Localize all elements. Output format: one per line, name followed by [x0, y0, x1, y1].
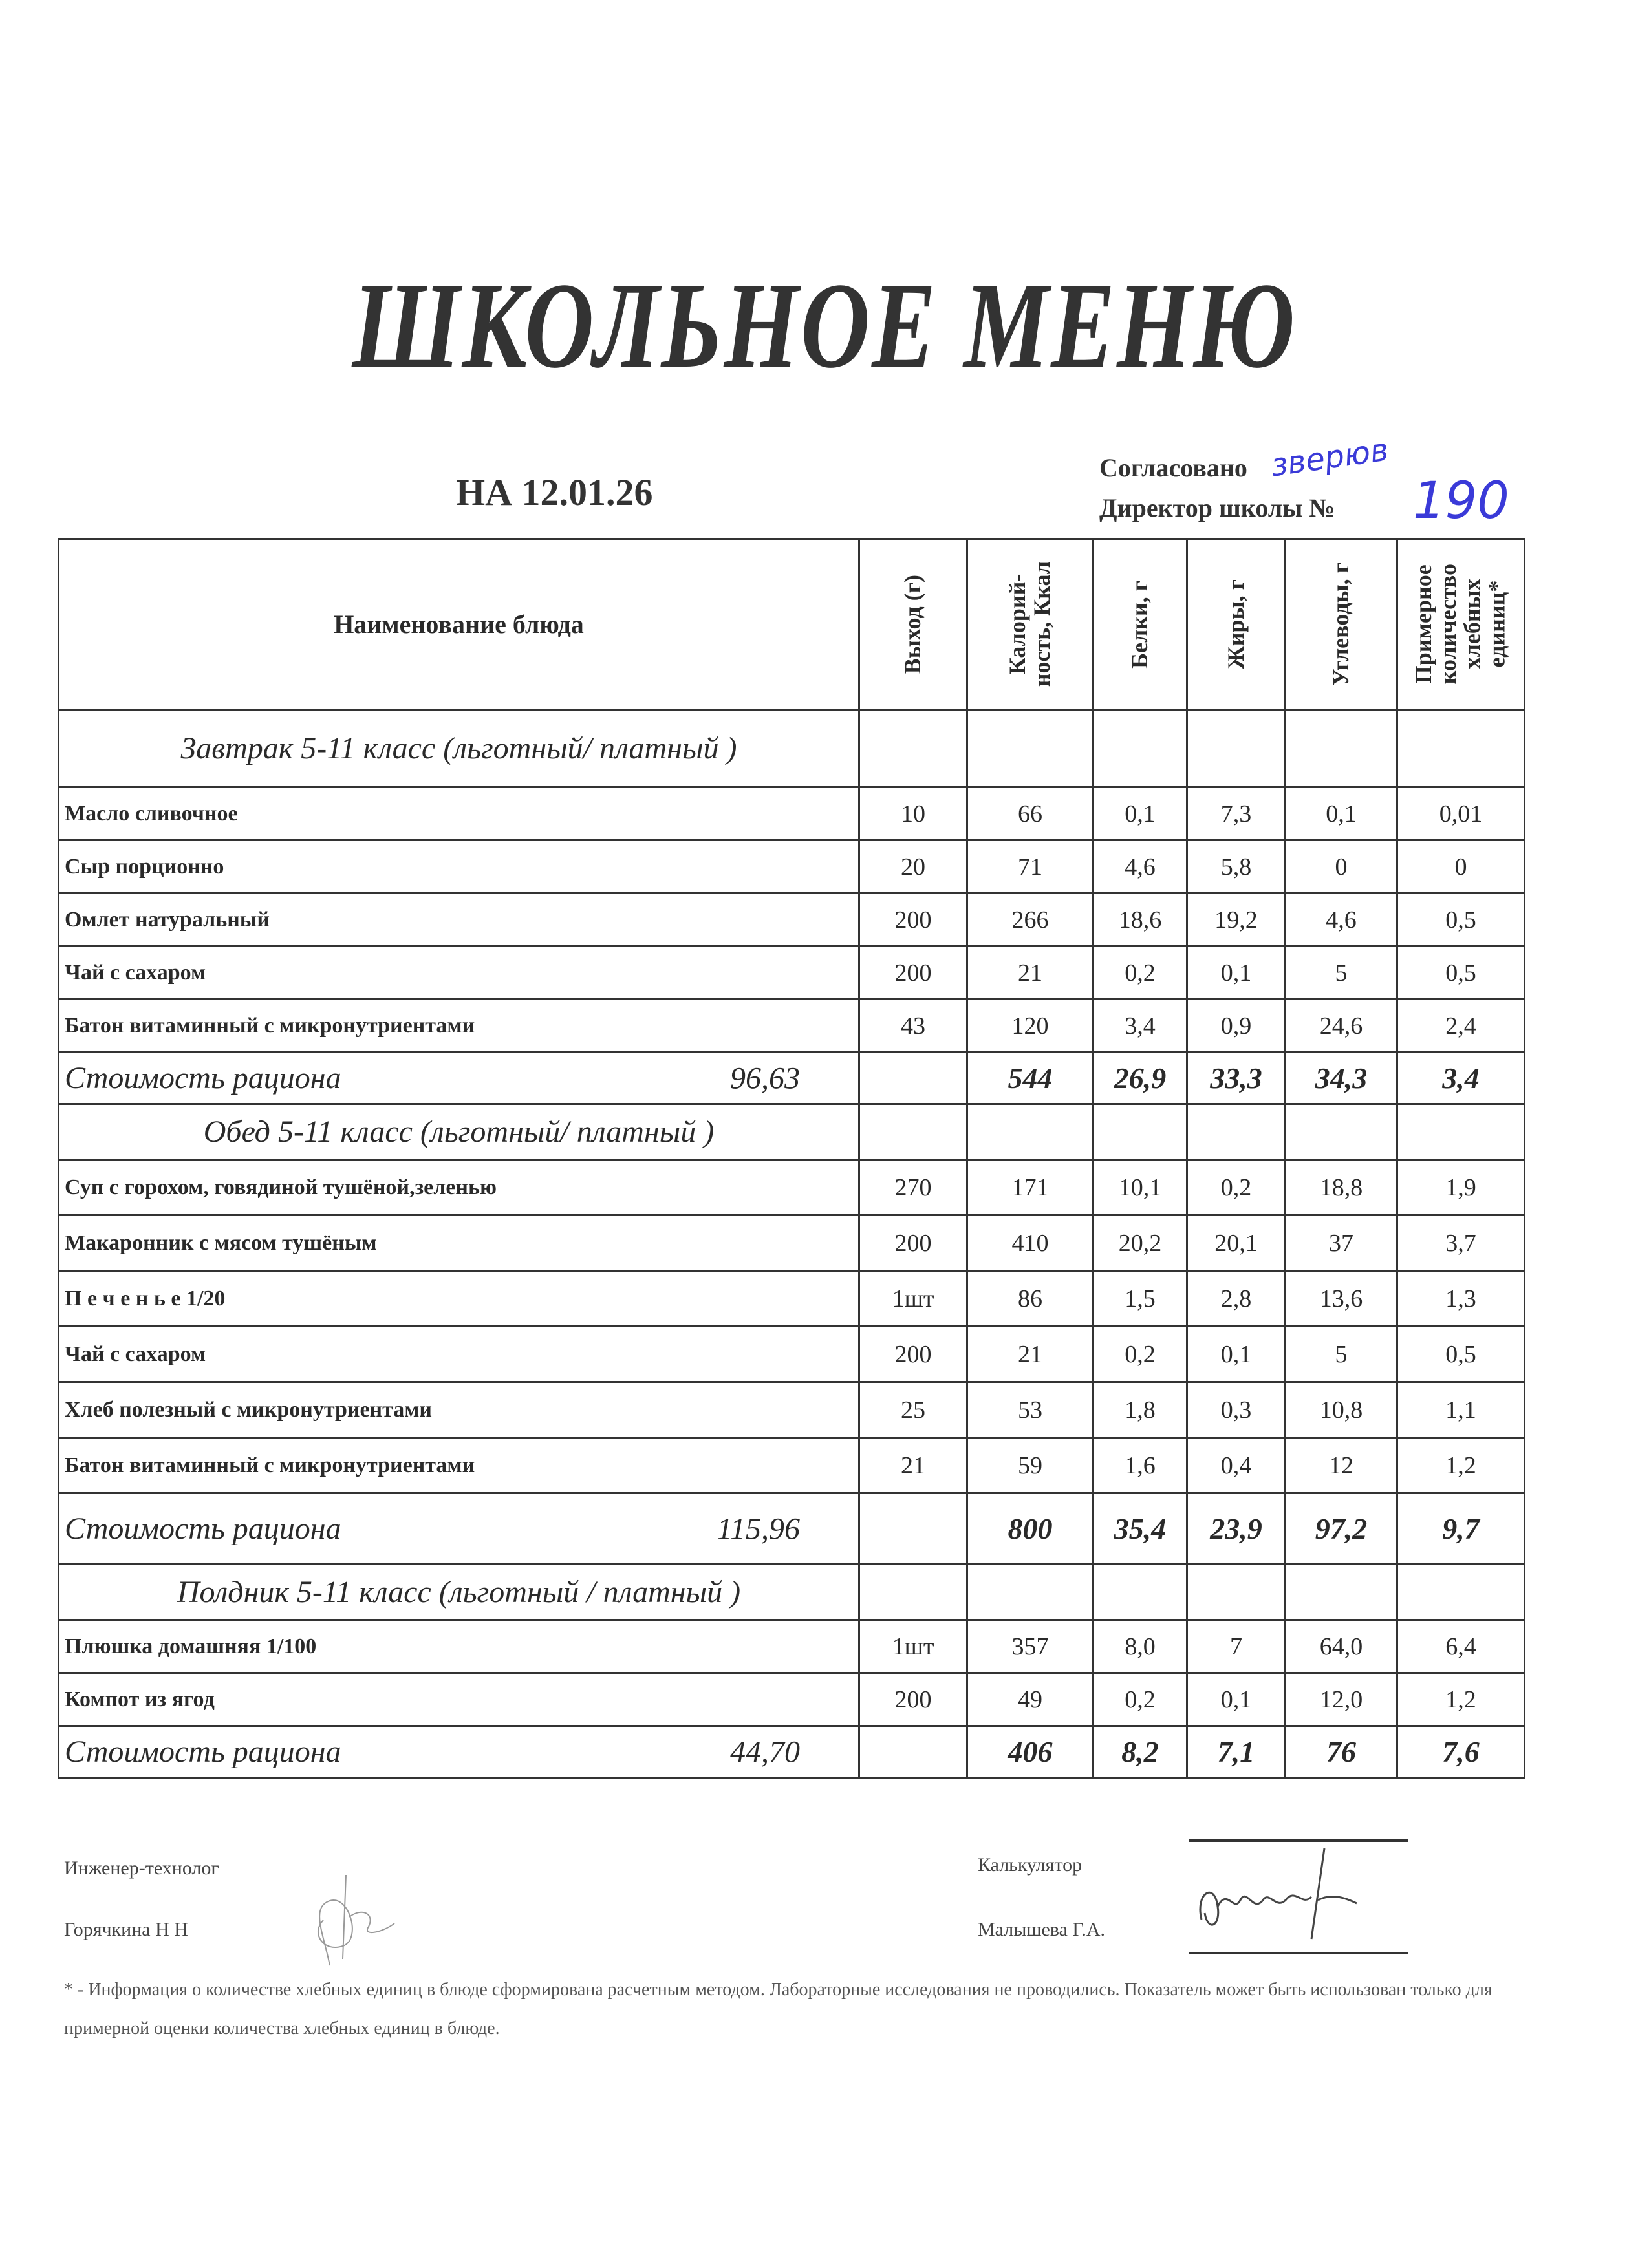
total-carbs-value: 34,3: [1286, 1053, 1397, 1104]
empty-cell: [1187, 1104, 1286, 1160]
dish-row: [59, 840, 1525, 893]
calculator-name: Малышева Г.А.: [978, 1919, 1106, 1940]
dish-fat-value: 19,2: [1187, 893, 1286, 947]
dish-bread-units-value: 2,4: [1397, 1000, 1525, 1053]
dish-fat-value: 7,3: [1187, 787, 1286, 840]
section-title: Полдник 5-11 класс (льготный / платный ): [59, 1565, 859, 1620]
dish-fat-value: 20,1: [1187, 1215, 1286, 1271]
approval-handwriting: зверюв: [1268, 431, 1391, 484]
director-label: Директор школы №: [1099, 493, 1335, 522]
dish-fat-value: 2,8: [1187, 1271, 1286, 1327]
dish-row: [59, 1160, 1525, 1215]
dish-kcal-value: 21: [967, 1327, 1094, 1382]
total-kcal-value: 544: [967, 1053, 1094, 1104]
dish-protein-value: 1,6: [1094, 1438, 1187, 1493]
dish-bread-units-value: 1,1: [1397, 1382, 1525, 1438]
dish-row: [59, 1438, 1525, 1493]
dish-protein-value: 1,5: [1094, 1271, 1187, 1327]
dish-kcal-value: 357: [967, 1620, 1094, 1673]
empty-cell: [1094, 710, 1187, 787]
dish-row: [59, 893, 1525, 947]
dish-kcal-value: 266: [967, 893, 1094, 947]
dish-bread-units-value: 1,3: [1397, 1271, 1525, 1327]
dish-carbs-value: 10,8: [1286, 1382, 1397, 1438]
dish-kcal-value: 71: [967, 840, 1094, 893]
dish-bread-units-value: 0,5: [1397, 1327, 1525, 1382]
total-carbs-value: 97,2: [1286, 1493, 1397, 1565]
empty-cell: [967, 710, 1094, 787]
total-carbs-value: 76: [1286, 1726, 1397, 1778]
dish-bread-units-value: 6,4: [1397, 1620, 1525, 1673]
empty-cell: [859, 1565, 967, 1620]
dish-bread-units-value: 1,2: [1397, 1673, 1525, 1726]
total-label: Стоимость рациона: [65, 1061, 341, 1095]
dish-protein-value: 10,1: [1094, 1160, 1187, 1215]
empty-cell: [1286, 1565, 1397, 1620]
total-yield-value: [859, 1053, 967, 1104]
total-protein-value: 26,9: [1094, 1053, 1187, 1104]
dish-carbs-value: 37: [1286, 1215, 1397, 1271]
dish-row: [59, 1620, 1525, 1673]
empty-cell: [1397, 710, 1525, 787]
column-header-protein: Белки, г: [1094, 539, 1187, 710]
dish-carbs-value: 4,6: [1286, 893, 1397, 947]
dish-protein-value: 4,6: [1094, 840, 1187, 893]
table-header-row: [59, 539, 1525, 710]
dish-yield-value: 200: [859, 893, 967, 947]
total-row: [59, 1493, 1525, 1565]
section-header-row: [59, 710, 1525, 787]
dish-carbs-value: 0: [1286, 840, 1397, 893]
section-header-row: [59, 1565, 1525, 1620]
dish-protein-value: 8,0: [1094, 1620, 1187, 1673]
empty-cell: [967, 1565, 1094, 1620]
dish-name: Суп с горохом, говядиной тушёной,зеленью: [59, 1160, 859, 1215]
dish-kcal-value: 410: [967, 1215, 1094, 1271]
total-protein-value: 8,2: [1094, 1726, 1187, 1778]
empty-cell: [1094, 1104, 1187, 1160]
dish-name: Макаронник с мясом тушёным: [59, 1215, 859, 1271]
empty-cell: [1286, 710, 1397, 787]
dish-carbs-value: 18,8: [1286, 1160, 1397, 1215]
dish-carbs-value: 5: [1286, 1327, 1397, 1382]
dish-protein-value: 3,4: [1094, 1000, 1187, 1053]
dish-name: Хлеб полезный с микронутриентами: [59, 1382, 859, 1438]
dish-bread-units-value: 0,01: [1397, 787, 1525, 840]
dish-name: Чай с сахаром: [59, 947, 859, 1000]
dish-carbs-value: 0,1: [1286, 787, 1397, 840]
dish-carbs-value: 12,0: [1286, 1673, 1397, 1726]
dish-name: Плюшка домашняя 1/100: [59, 1620, 859, 1673]
dish-yield-value: 20: [859, 840, 967, 893]
empty-cell: [1094, 1565, 1187, 1620]
total-bread-units-value: 3,4: [1397, 1053, 1525, 1104]
menu-table-body: [59, 710, 1525, 1778]
dish-kcal-value: 171: [967, 1160, 1094, 1215]
total-bread-units-value: 9,7: [1397, 1493, 1525, 1565]
dish-kcal-value: 21: [967, 947, 1094, 1000]
dish-name: Масло сливочное: [59, 787, 859, 840]
dish-row: [59, 1000, 1525, 1053]
empty-cell: [1187, 1565, 1286, 1620]
dish-name: Компот из ягод: [59, 1673, 859, 1726]
dish-fat-value: 0,1: [1187, 1327, 1286, 1382]
dish-name: Омлет натуральный: [59, 893, 859, 947]
dish-fat-value: 7: [1187, 1620, 1286, 1673]
column-header-fat: Жиры, г: [1187, 539, 1286, 710]
dish-bread-units-value: 1,9: [1397, 1160, 1525, 1215]
dish-carbs-value: 12: [1286, 1438, 1397, 1493]
empty-cell: [1397, 1565, 1525, 1620]
menu-date: НА 12.01.26: [456, 471, 653, 513]
calculator-signature: [1189, 1842, 1408, 1952]
empty-cell: [1286, 1104, 1397, 1160]
dish-yield-value: 21: [859, 1438, 967, 1493]
dish-row: [59, 1382, 1525, 1438]
dish-fat-value: 0,1: [1187, 1673, 1286, 1726]
dish-protein-value: 1,8: [1094, 1382, 1187, 1438]
dish-yield-value: 10: [859, 787, 967, 840]
dish-name: Батон витаминный с микронутриентами: [59, 1000, 859, 1053]
dish-carbs-value: 5: [1286, 947, 1397, 1000]
total-label: Стоимость рациона: [65, 1735, 341, 1769]
dish-name: Батон витаминный с микронутриентами: [59, 1438, 859, 1493]
dish-protein-value: 0,2: [1094, 947, 1187, 1000]
calculator-role: Калькулятор: [978, 1854, 1083, 1876]
dish-kcal-value: 66: [967, 787, 1094, 840]
section-header-row: [59, 1104, 1525, 1160]
dish-bread-units-value: 0,5: [1397, 893, 1525, 947]
dish-protein-value: 18,6: [1094, 893, 1187, 947]
section-title: Завтрак 5-11 класс (льготный/ платный ): [59, 710, 859, 787]
empty-cell: [1397, 1104, 1525, 1160]
dish-row: [59, 1215, 1525, 1271]
engineer-signature: [285, 1862, 414, 1972]
dish-fat-value: 0,9: [1187, 1000, 1286, 1053]
ration-cost: 115,96: [717, 1512, 800, 1546]
total-cell: [59, 1493, 859, 1565]
dish-carbs-value: 64,0: [1286, 1620, 1397, 1673]
column-header-name: Наименование блюда: [59, 539, 859, 710]
dish-row: [59, 1271, 1525, 1327]
dish-name: Сыр порционно: [59, 840, 859, 893]
dish-row: [59, 1327, 1525, 1382]
empty-cell: [859, 710, 967, 787]
dish-name: Чай с сахаром: [59, 1327, 859, 1382]
dish-kcal-value: 59: [967, 1438, 1094, 1493]
engineer-role: Инженер-технолог: [64, 1857, 219, 1879]
dish-bread-units-value: 0,5: [1397, 947, 1525, 1000]
ration-cost: 44,70: [730, 1735, 800, 1769]
calculator-signature-box: [1189, 1839, 1408, 1954]
total-row: [59, 1053, 1525, 1104]
footnote: * - Информация о количестве хлебных единиц в блюде сформирована расчетным методом. Лабораторные исследования не проводились. Показатель может быть использован только для примерной оценки количества хлебных единиц в блюде.: [64, 1980, 1493, 2038]
dish-bread-units-value: 3,7: [1397, 1215, 1525, 1271]
dish-yield-value: 25: [859, 1382, 967, 1438]
school-number-handwriting: 190: [1413, 472, 1509, 530]
dish-bread-units-value: 0: [1397, 840, 1525, 893]
dish-carbs-value: 24,6: [1286, 1000, 1397, 1053]
dish-yield-value: 1шт: [859, 1271, 967, 1327]
total-cell: [59, 1053, 859, 1104]
total-kcal-value: 406: [967, 1726, 1094, 1778]
dish-yield-value: 200: [859, 1327, 967, 1382]
dish-fat-value: 0,2: [1187, 1160, 1286, 1215]
dish-yield-value: 1шт: [859, 1620, 967, 1673]
section-title: Обед 5-11 класс (льготный/ платный ): [59, 1104, 859, 1160]
total-kcal-value: 800: [967, 1493, 1094, 1565]
dish-kcal-value: 120: [967, 1000, 1094, 1053]
total-yield-value: [859, 1726, 967, 1778]
dish-kcal-value: 53: [967, 1382, 1094, 1438]
dish-fat-value: 5,8: [1187, 840, 1286, 893]
engineer-name: Горячкина Н Н: [64, 1919, 188, 1940]
dish-yield-value: 200: [859, 1673, 967, 1726]
dish-yield-value: 43: [859, 1000, 967, 1053]
dish-row: [59, 1673, 1525, 1726]
dish-protein-value: 20,2: [1094, 1215, 1187, 1271]
ration-cost: 96,63: [730, 1061, 800, 1095]
dish-row: [59, 947, 1525, 1000]
dish-fat-value: 0,3: [1187, 1382, 1286, 1438]
total-fat-value: 33,3: [1187, 1053, 1286, 1104]
dish-kcal-value: 86: [967, 1271, 1094, 1327]
dish-fat-value: 0,4: [1187, 1438, 1286, 1493]
total-label: Стоимость рациона: [65, 1512, 341, 1546]
column-header-bread-units: Примерное количество хлебных единиц*: [1397, 539, 1525, 710]
dish-yield-value: 200: [859, 1215, 967, 1271]
total-fat-value: 7,1: [1187, 1726, 1286, 1778]
total-yield-value: [859, 1493, 967, 1565]
total-bread-units-value: 7,6: [1397, 1726, 1525, 1778]
dish-protein-value: 0,1: [1094, 787, 1187, 840]
dish-name: П е ч е н ь е 1/20: [59, 1271, 859, 1327]
document-title: ШКОЛЬНОЕ МЕНЮ: [352, 258, 1297, 394]
empty-cell: [967, 1104, 1094, 1160]
dish-protein-value: 0,2: [1094, 1327, 1187, 1382]
dish-kcal-value: 49: [967, 1673, 1094, 1726]
dish-carbs-value: 13,6: [1286, 1271, 1397, 1327]
dish-yield-value: 200: [859, 947, 967, 1000]
total-cell: [59, 1726, 859, 1778]
empty-cell: [1187, 710, 1286, 787]
dish-fat-value: 0,1: [1187, 947, 1286, 1000]
column-header-kcal: Калорий- ность, Ккал: [967, 539, 1094, 710]
empty-cell: [859, 1104, 967, 1160]
menu-table: [58, 538, 1525, 1779]
total-fat-value: 23,9: [1187, 1493, 1286, 1565]
total-protein-value: 35,4: [1094, 1493, 1187, 1565]
column-header-carbs: Углеводы, г: [1286, 539, 1397, 710]
dish-protein-value: 0,2: [1094, 1673, 1187, 1726]
dish-yield-value: 270: [859, 1160, 967, 1215]
approved-label: Согласовано: [1099, 453, 1247, 482]
column-header-yield: Выход (г): [859, 539, 967, 710]
dish-bread-units-value: 1,2: [1397, 1438, 1525, 1493]
total-row: [59, 1726, 1525, 1778]
dish-row: [59, 787, 1525, 840]
